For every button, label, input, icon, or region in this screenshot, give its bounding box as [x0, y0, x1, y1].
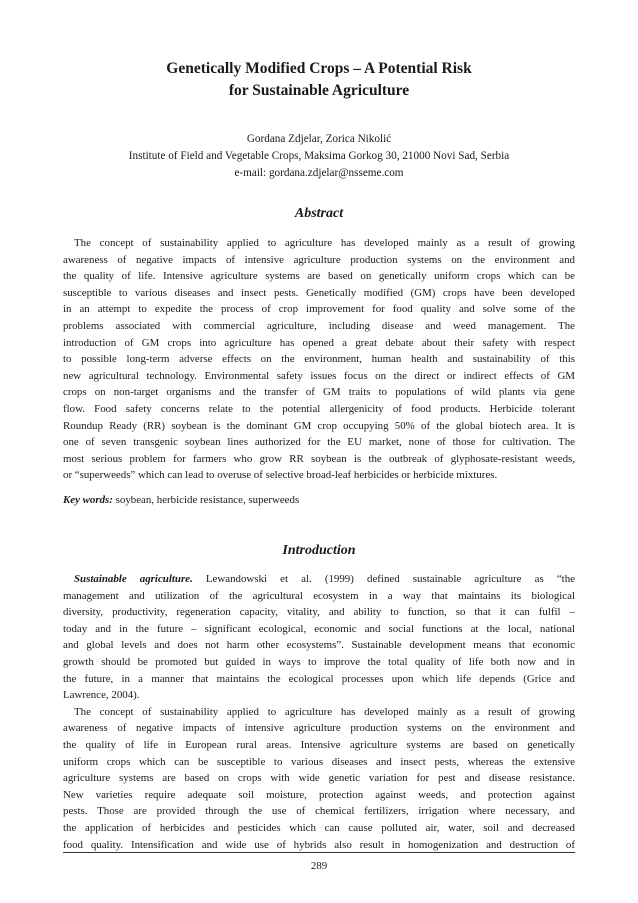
abstract-line: in an attempt to expedite the process of crop improvement for food quality and solve some of the	[63, 303, 575, 316]
title-line-1: Genetically Modified Crops – A Potential Risk	[166, 60, 472, 77]
intro-line: uniform crops which can be susceptible to various diseases and insect pests, whereas the extensive	[63, 755, 575, 768]
intro-line: the quality of life in European rural areas. Intensive agriculture systems are based on genetically	[63, 738, 575, 751]
intro-line: pests. Those are provided through the use of chemical fertilizers, irrigation where necessary, and	[63, 805, 575, 818]
intro-line: management and utilization of the agricultural ecosystem in a way that maintains its biological	[63, 589, 575, 602]
sustainable-agriculture-lead: Sustainable agriculture.	[74, 573, 193, 585]
title-line-2: for Sustainable Agriculture	[228, 82, 410, 99]
introduction-heading: Introduction	[282, 543, 356, 558]
abstract-line: new agricultural technology. Environmental safety issues focus on the direct or indirect effects of GM	[63, 369, 575, 382]
author-email: e-mail: gordana.zdjelar@nsseme.com	[234, 167, 404, 179]
abstract-line: problems associated with commercial agriculture, including disease and weed management. The	[63, 319, 575, 332]
intro-line: the application of herbicides and pesticides which can cause polluted air, water, soil and decreased	[63, 821, 575, 834]
intro-line: the future, in a manner that maintains the ecological processes upon which life depends (Grice and	[63, 672, 575, 685]
intro-line	[63, 571, 575, 588]
abstract-line: one of seven transgenic soybean lines authorized for the EU market, none of those for cultivation. The	[63, 436, 575, 449]
intro-line: The concept of sustainability applied to agriculture has developed mainly as a result of growing	[74, 705, 575, 718]
abstract-line: awareness of negative impacts of intensive agriculture production systems on the environment and	[63, 253, 575, 266]
intro-line: today and in the future – significant ecological, economic and social functions at the local, national	[63, 622, 575, 635]
abstract-line: the quality of life. Intensive agriculture systems are based on genetically uniform crops which can be	[63, 270, 575, 283]
page-number: 289	[310, 860, 328, 872]
intro-line: growth should be promoted but guided in ways to improve the total quality of life both now and in	[63, 655, 575, 668]
intro-line: food quality. Intensification and wide use of hybrids also result in homogenization and destruction of	[63, 838, 575, 851]
introduction-body	[63, 571, 575, 853]
intro-line: agriculture systems are based on crops with wide genetic variation for pest and disease resistance.	[63, 772, 575, 785]
abstract-line: crops on non-target organisms and the transfer of GM traits to populations of wild plants via gene	[63, 386, 575, 399]
abstract-line: to possible long-term adverse effects on the environment, human health and sustainability of this	[63, 353, 575, 366]
abstract-line: or “superweeds” which can lead to overuse of selective broad-leaf herbicides or herbicide mixtures.	[63, 469, 498, 482]
abstract-body	[63, 235, 575, 484]
abstract-line: flow. Food safety concerns relate to the potential allergenicity of food products. Herbicide tolerant	[63, 402, 575, 415]
author-names: Gordana Zdjelar, Zorica Nikolić	[246, 133, 392, 145]
abstract-line: most serious problem for farmers who grow RR soybean is the outbreak of glyphosate-resistant weeds,	[63, 452, 575, 465]
intro-line: awareness of negative impacts of intensive agriculture production systems on the environment and	[63, 722, 575, 735]
intro-line: New varieties require adequate soil moisture, protection against weeds, and protection against	[63, 788, 575, 801]
abstract-line: The concept of sustainability applied to agriculture has developed mainly as a result of growing	[74, 237, 575, 249]
intro-line-rest: Lewandowski et al. (1999) defined sustainable agriculture as “the	[192, 573, 575, 585]
intro-line: Lawrence, 2004).	[63, 689, 140, 702]
intro-line: and global levels and does not harm other ecosystems”. Sustainable development means that economic	[63, 639, 575, 652]
intro-line: diversity, productivity, regeneration capacity, vitality, and ability to function, so that it can fulfil –	[63, 606, 575, 619]
author-affiliation: Institute of Field and Vegetable Crops, Maksima Gorkog 30, 21000 Novi Sad, Serbia	[128, 150, 510, 162]
author-block	[0, 131, 638, 182]
keywords	[63, 492, 575, 509]
paper-title	[0, 58, 638, 102]
keywords-text: soybean, herbicide resistance, superweeds	[112, 494, 300, 506]
footer-rule	[63, 852, 575, 853]
abstract-line: susceptible to various diseases and insect pests. Genetically modified (GM) crops have been developed	[63, 286, 575, 299]
abstract-line: Roundup Ready (RR) soybean is the dominant GM crop occupying 50% of the global biotech area. It is	[63, 419, 575, 432]
abstract-line: introduction of GM crops into agriculture has opened a great debate about their safety with respect	[63, 336, 575, 349]
abstract-heading: Abstract	[294, 206, 344, 221]
keywords-label: Key words:	[63, 494, 113, 506]
